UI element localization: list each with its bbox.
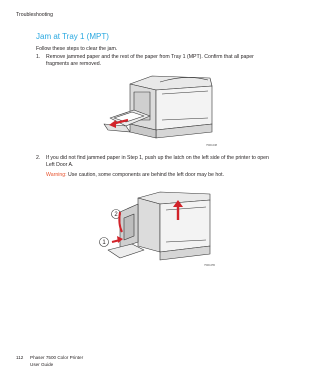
product-name: Phaser 7500 Color Printer: [30, 355, 84, 360]
printer-tray-illustration: [100, 72, 220, 150]
step-text-line: If you did not find jammed paper in Step 1, push up the latch on the left side of the printer to open: [46, 155, 269, 161]
warning-label: Warning:: [46, 172, 67, 178]
step-text-line: fragments are removed.: [46, 61, 102, 68]
guide-name: User Guide: [30, 362, 54, 367]
step-number: 1.: [36, 54, 41, 60]
left-door-illustration: [98, 190, 218, 270]
section-title: Jam at Tray 1 (MPT): [36, 32, 109, 41]
step-text-line: Remove jammed paper and the rest of the paper from Tray 1 (MPT). Confirm that all paper: [46, 54, 254, 60]
warning-note: [46, 172, 224, 178]
warning-text: Use caution, some components are behind the left door may be hot.: [68, 172, 225, 178]
figure-id: 7500-038: [206, 144, 217, 147]
svg-text:1: 1: [102, 240, 106, 247]
svg-text:2: 2: [114, 212, 118, 219]
step-number: 2.: [36, 155, 41, 161]
running-header: Troubleshooting: [16, 12, 54, 18]
page-number: 112: [16, 355, 24, 360]
figure-id: 7500-055: [204, 264, 215, 267]
step-text-line: Left Door A.: [46, 162, 74, 169]
intro-text: Follow these steps to clear the jam.: [36, 46, 118, 52]
